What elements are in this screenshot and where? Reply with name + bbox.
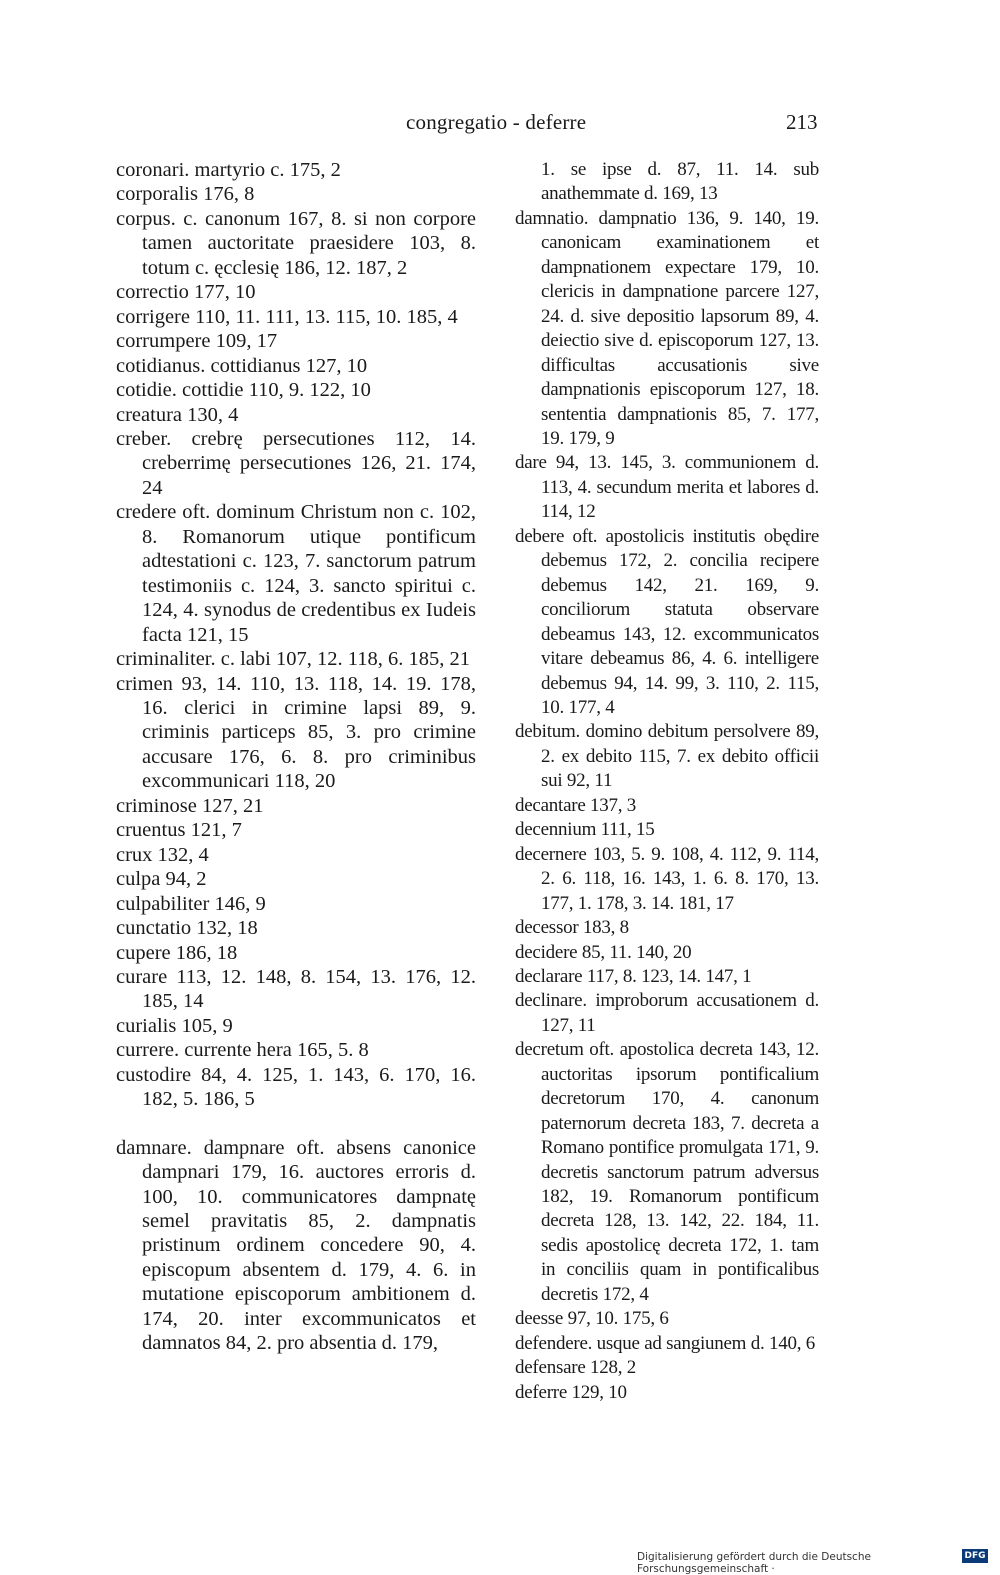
index-entry: debitum. domino debitum persolvere 89, 2. ex debito 115, 7. ex debito officii sui 92, 11 <box>515 721 819 792</box>
index-entry: creatura 130, 4 <box>116 403 239 426</box>
index-entry: decennium 111, 15 <box>515 819 655 841</box>
index-entry: damnare. dampnare oft. absens canonice dampnari 179, 16. auctores erroris d. 100, 10. communicatores dampnatę semel pravitatis 85, 2. dampnatis pristinum ordinem concedere 90, 4. episcopum absentem d. 179, 4. 6. in mutatione episcoporum ambitionem d. 174, 20. inter excommunicatos et damnatos 84, 2. pro absentia d. 179, <box>116 1136 476 1355</box>
index-entry: decessor 183, 8 <box>515 917 629 939</box>
index-entry: credere oft. dominum Christum non c. 102, 8. Romanorum utique pontificum adtestationi c. 123, 7. sanctorum patrum testimoniis c. 124, 3. sancto spiritui c. 124, 4. synodus de credentibus ex Iudeis facta 121, 15 <box>116 501 476 646</box>
index-entry: decidere 85, 11. 140, 20 <box>515 941 692 963</box>
index-entry: cotidie. cottidie 110, 9. 122, 10 <box>116 379 371 402</box>
index-entry: culpabiliter 146, 9 <box>116 892 266 915</box>
index-entry: currere. currente hera 165, 5. 8 <box>116 1039 369 1062</box>
index-entry: creber. crebrę persecutiones 112, 14. creberrimę persecutiones 126, 21. 174, 24 <box>116 427 476 499</box>
index-entry: coronari. martyrio c. 175, 2 <box>116 159 341 181</box>
index-entry: deferre 129, 10 <box>515 1381 627 1403</box>
index-entry: criminaliter. c. labi 107, 12. 118, 6. 185, 21 <box>116 648 470 671</box>
index-entry: custodire 84, 4. 125, 1. 143, 6. 170, 16. 182, 5. 186, 5 <box>116 1063 476 1111</box>
dfg-logo: DFG <box>962 1549 988 1563</box>
index-entry: crimen 93, 14. 110, 13. 118, 14. 19. 178, 16. clerici in crimine lapsi 89, 9. criminis particeps 85, 3. pro crimine accusare 176, 6. 8. pro criminibus excommunicari 118, 20 <box>116 672 476 793</box>
index-entry: debere oft. apostolicis institutis obędire debemus 172, 2. concilia recipere debemus 142, 21. 169, 9. conciliorum statuta observare debeamus 143, 12. excommunicatos vitare debeamus 86, 4. 6. intelligere debemus 94, 14. 99, 3. 110, 2. 115, 10. 177, 4 <box>515 525 819 718</box>
left-index-column <box>116 158 476 1356</box>
funding-note: Digitalisierung gefördert durch die Deutsche Forschungsgemeinschaft · <box>637 1551 871 1575</box>
index-entry: cotidianus. cottidianus 127, 10 <box>116 354 368 377</box>
index-entry: corpus. c. canonum 167, 8. si non corpore tamen auctoritate praesidere 103, 8. totum c. ęcclesię 186, 12. 187, 2 <box>116 207 476 279</box>
index-entry: cunctatio 132, 18 <box>116 917 258 940</box>
index-entry: curare 113, 12. 148, 8. 154, 13. 176, 12. 185, 14 <box>116 965 476 1013</box>
index-entry: cruentus 121, 7 <box>116 819 242 842</box>
index-entry: defendere. usque ad sangiunem d. 140, 6 <box>515 1332 815 1354</box>
index-entry: damnatio. dampnatio 136, 9. 140, 19. canonicam examinationem et dampnationem expectare 179, 10. clericis in dampnatione parcere 127, 24. d. sive depositio lapsorum 89, 4. deiectio sive d. episcoporum 127, 13. difficultas accusationis sive dampnationis episcoporum 127, 18. sententia dampnationis 85, 7. 177, 19. 179, 9 <box>515 207 819 449</box>
index-entry-continuation: 1. se ipse d. 87, 11. 14. sub anathemmate d. 169, 13 <box>541 159 819 205</box>
index-entry: culpa 94, 2 <box>116 868 207 891</box>
index-entry: defensare 128, 2 <box>515 1357 637 1379</box>
index-entry: cupere 186, 18 <box>116 941 238 964</box>
index-entry: corrigere 110, 11. 111, 13. 115, 10. 185, 4 <box>116 305 458 328</box>
index-entry: corrumpere 109, 17 <box>116 330 278 353</box>
index-entry: decantare 137, 3 <box>515 794 637 816</box>
index-entry: dare 94, 13. 145, 3. communionem d. 113, 4. secundum merita et labores d. 114, 12 <box>515 452 819 523</box>
index-entry: declinare. improborum accusationem d. 127, 11 <box>515 990 819 1036</box>
right-index-column <box>515 158 819 1405</box>
index-entry: criminose 127, 21 <box>116 794 264 817</box>
index-entry: curialis 105, 9 <box>116 1014 233 1037</box>
index-entry: crux 132, 4 <box>116 843 209 866</box>
page-number: 213 <box>786 110 818 134</box>
index-entry: declarare 117, 8. 123, 14. 147, 1 <box>515 965 752 987</box>
index-entry: decretum oft. apostolica decreta 143, 12. auctoritas ipsorum pontificalium decretorum 170, 4. canonum paternorum decreta 183, 7. decreta a Romano pontifice promulgata 171, 9. decretis sanctorum patrum adversus 182, 19. Romanorum pontificum decreta 128, 13. 142, 22. 184, 11. sedis apostolicę decreta 172, 1. tam in conciliis quam in pontificalibus decretis 172, 4 <box>515 1039 819 1305</box>
index-entry: decernere 103, 5. 9. 108, 4. 112, 9. 114, 2. 6. 118, 16. 143, 1. 6. 8. 170, 13. 177, 1. 178, 3. 14. 181, 17 <box>515 843 819 914</box>
running-head: congregatio - deferre <box>406 110 587 134</box>
index-entry: corporalis 176, 8 <box>116 183 255 206</box>
index-entry: correctio 177, 10 <box>116 281 256 304</box>
index-entry: deesse 97, 10. 175, 6 <box>515 1308 669 1330</box>
